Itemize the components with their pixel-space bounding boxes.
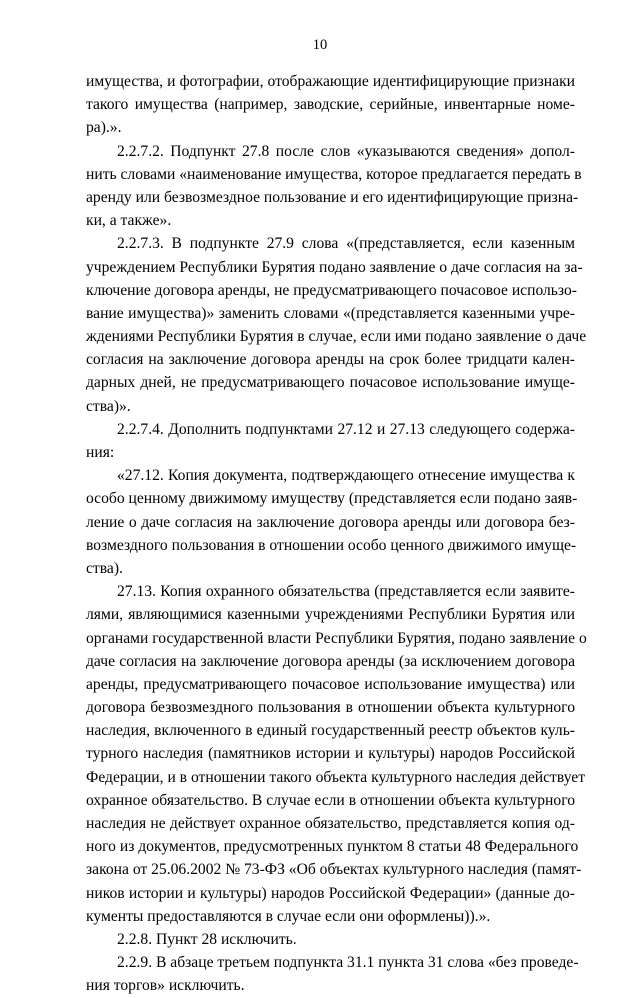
text-line: особо ценному движимому имуществу (представляется если подано заяв- bbox=[86, 490, 578, 508]
text-line: договора безвозмездного пользования в отношении объекта культурного bbox=[86, 699, 575, 717]
text-line: ников истории и культуры) народов Российской Федерации» (данные до- bbox=[86, 884, 575, 902]
text-line: турного наследия (памятников истории и культуры) народов Российской bbox=[86, 745, 575, 763]
text-line: лями, являющимися казенными учреждениями Республики Бурятия или bbox=[86, 606, 575, 624]
text-line: аренду или безвозмездное пользование и его идентифицирующие призна- bbox=[86, 188, 579, 206]
document-body bbox=[86, 70, 587, 998]
text-line: 27.13. Копия охранного обязательства (представляется если заявите- bbox=[117, 583, 575, 601]
text-line: кументы предоставляются в случае если они оформлены)).». bbox=[86, 907, 491, 925]
text-line: ния: bbox=[86, 444, 115, 461]
text-line: 2.2.7.2. Подпункт 27.8 после слов «указываются сведения» допол- bbox=[117, 142, 575, 160]
text-line: органами государственной власти Республики Бурятия, подано заявление о bbox=[86, 629, 587, 647]
text-line: дарных дней, не предусматривающего почасовое использование имуще- bbox=[86, 374, 575, 392]
text-line: 2.2.7.3. В подпункте 27.9 слова «(представляется, если казенным bbox=[117, 235, 575, 253]
text-line: Федерации, и в отношении такого объекта культурного наследия действует bbox=[86, 768, 586, 786]
text-line: ключение договора аренды, не предусматривающего почасовое использо- bbox=[86, 281, 577, 299]
text-line: наследия, включенного в единый государственный реестр объектов куль- bbox=[86, 722, 575, 740]
text-line: учреждением Республики Бурятия подано заявление о даче согласия на за- bbox=[86, 258, 583, 276]
text-line: ства)». bbox=[86, 397, 131, 415]
text-line: даче согласия на заключение договора аренды (за исключением договора bbox=[86, 652, 575, 670]
text-line: 2.2.9. В абзаце третьем подпункта 31.1 пункта 31 слова «без проведе- bbox=[117, 954, 579, 972]
text-line: наследия не действует охранное обязательство, представляется копия од- bbox=[86, 815, 575, 832]
text-line: имущества, и фотографии, отображающие идентифицирующие признаки bbox=[86, 73, 575, 90]
text-line: аренды, предусматривающего почасовое использование имущества) или bbox=[86, 675, 575, 693]
text-line: 2.2.7.4. Дополнить подпунктами 27.12 и 27.13 следующего содержа- bbox=[117, 420, 575, 438]
text-line: возмездного пользования в отношении особо ценного движимого имуще- bbox=[86, 536, 577, 554]
text-line: согласия на заключение договора аренды на срок более тридцати кален- bbox=[86, 351, 575, 369]
text-line: охранное обязательство. В случае если в отношении объекта культурного bbox=[86, 791, 575, 809]
text-line: нить словами «наименование имущества, которое предлагается передать в bbox=[86, 165, 582, 183]
text-line: ного из документов, предусмотренных пунктом 8 статьи 48 Федерального bbox=[86, 838, 579, 856]
text-line: ра).». bbox=[86, 119, 122, 137]
text-line: «27.12. Копия документа, подтверждающего отнесение имущества к bbox=[117, 467, 575, 485]
text-line: 2.2.8. Пункт 28 исключить. bbox=[117, 930, 297, 948]
text-line: ждениями Республики Бурятия в случае, если ими подано заявление о даче bbox=[86, 328, 587, 346]
text-line: вание имущества)» заменить словами «(представляется казенными учре- bbox=[86, 304, 575, 322]
page-number: 10 bbox=[312, 37, 328, 53]
text-line: ление о даче согласия на заключение договора аренды или договора без- bbox=[86, 513, 575, 531]
text-line: ния торгов» исключить. bbox=[86, 977, 245, 995]
text-line: ки, а также». bbox=[86, 212, 172, 230]
text-line: такого имущества (например, заводские, серийные, инвентарные номе- bbox=[86, 96, 575, 114]
text-line: закона от 25.06.2002 № 73-ФЗ «Об объектах культурного наследия (памят- bbox=[86, 861, 582, 879]
text-line: ства). bbox=[86, 559, 123, 577]
